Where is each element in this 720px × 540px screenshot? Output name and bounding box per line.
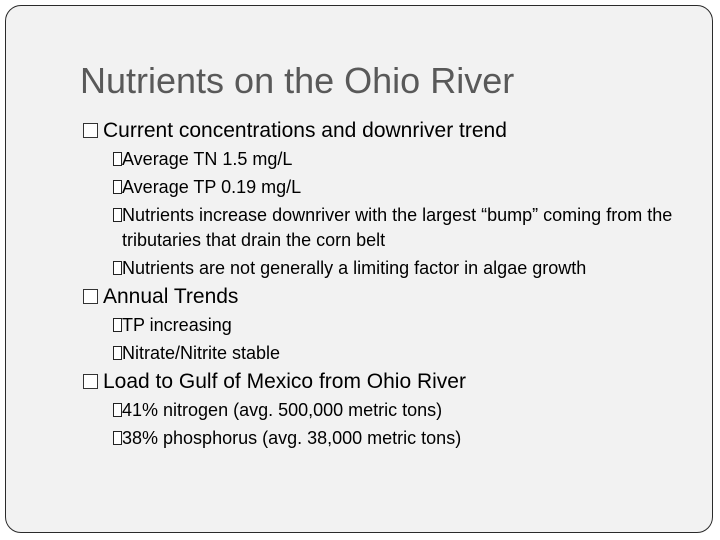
sub-bullet-text: Average TP 0.19 mg/L [122, 177, 302, 197]
sub-bullet-limiting-factor [80, 256, 680, 281]
sub-bullet-text: Nutrients are not generally a limiting factor in algae growth [122, 258, 587, 278]
sub-bullet-text: 41% nitrogen (avg. 500,000 metric tons) [122, 400, 443, 420]
slide-title: Nutrients on the Ohio River [80, 60, 515, 101]
sub-bullet-text: 38% phosphorus (avg. 38,000 metric tons) [122, 428, 462, 448]
bullet-text: Current concentrations and downriver trend [103, 119, 507, 142]
box-bullet-icon [113, 180, 122, 194]
box-bullet-icon [113, 403, 122, 417]
bullet-load-to-gulf [80, 369, 680, 395]
sub-bullet-text: Nutrients increase downriver with the largest “bump” coming from the tributaries that drain the corn belt [122, 205, 673, 250]
bullet-list [80, 118, 680, 451]
bullet-annual-trends [80, 284, 680, 310]
square-bullet-icon [83, 374, 98, 389]
box-bullet-icon [113, 346, 122, 360]
box-bullet-icon [113, 208, 122, 222]
sub-bullet-text: TP increasing [122, 315, 232, 335]
square-bullet-icon [83, 289, 98, 304]
sub-bullet-average-tp [80, 175, 680, 200]
bullet-text: Annual Trends [103, 285, 239, 308]
square-bullet-icon [83, 123, 98, 138]
sub-bullet-nitrogen-share [80, 398, 680, 423]
bullet-text: Load to Gulf of Mexico from Ohio River [103, 370, 466, 393]
box-bullet-icon [113, 431, 122, 445]
sub-bullet-tp-increasing [80, 313, 680, 338]
sub-bullet-text: Nitrate/Nitrite stable [122, 343, 281, 363]
box-bullet-icon [113, 152, 122, 166]
sub-bullet-downriver-increase [80, 203, 680, 253]
box-bullet-icon [113, 261, 122, 275]
sub-bullet-nitrate-stable [80, 341, 680, 366]
sub-bullet-phosphorus-share [80, 426, 680, 451]
bullet-current-concentrations [80, 118, 680, 144]
sub-bullet-text: Average TN 1.5 mg/L [122, 149, 293, 169]
box-bullet-icon [113, 318, 122, 332]
sub-bullet-average-tn [80, 147, 680, 172]
